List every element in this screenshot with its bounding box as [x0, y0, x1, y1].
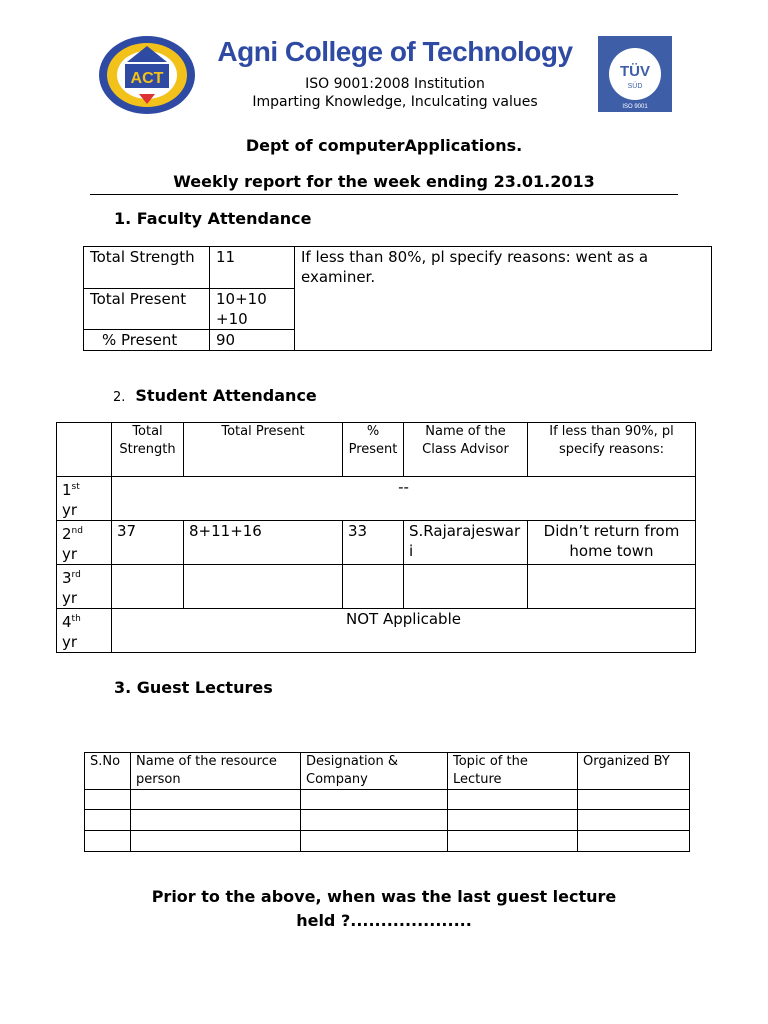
iso-certification: ISO 9001:2008 Institution — [305, 76, 485, 92]
total-present-value: 10+10 +10 — [210, 289, 295, 330]
year-cell: 1st yr — [57, 477, 112, 521]
college-name: Agni College of Technology — [217, 36, 573, 67]
row-2nd-advisor: S.Rajarajeswari — [404, 521, 528, 565]
row-4th-merged: NOT Applicable — [112, 609, 696, 653]
prior-guest-lecture-question — [0, 885, 768, 933]
college-logo-text: ACT — [130, 70, 164, 87]
row-1st-merged: -- — [112, 477, 696, 521]
student-heading-text: Student Attendance — [135, 386, 317, 405]
guest-table — [84, 752, 690, 852]
year-cell: 2nd yr — [57, 521, 112, 565]
title-divider — [90, 194, 678, 195]
total-present-label: Total Present — [84, 289, 210, 330]
row-2nd-total: 37 — [112, 521, 184, 565]
header-total-present: Total Present — [184, 423, 343, 477]
header-class-advisor: Name of the Class Advisor — [404, 423, 528, 477]
table-row — [85, 831, 690, 852]
tuv-logo — [598, 36, 672, 112]
row-3rd-advisor — [404, 565, 528, 609]
student-table — [56, 422, 696, 653]
tuv-logo-sub: SÜD — [627, 83, 643, 90]
faculty-heading: 1. Faculty Attendance — [114, 209, 312, 228]
college-logo — [97, 34, 197, 116]
guest-header-designation: Designation & Company — [301, 753, 448, 790]
student-heading — [113, 386, 317, 405]
tuv-logo-text: TÜV — [620, 63, 650, 80]
year-cell: 4th yr — [57, 609, 112, 653]
total-strength-value: 11 — [210, 247, 295, 289]
faculty-reason: If less than 80%, pl specify reasons: went as a examiner. — [295, 247, 712, 351]
header-percent-present: % Present — [343, 423, 404, 477]
week-title: Weekly report for the week ending 23.01.2013 — [173, 172, 595, 191]
guest-header-organized: Organized BY — [578, 753, 690, 790]
row-2nd-percent: 33 — [343, 521, 404, 565]
table-row — [85, 810, 690, 831]
prior-line-2: held ?.................... — [296, 911, 472, 930]
guest-header-sno: S.No — [85, 753, 131, 790]
guest-header-name: Name of the resource person — [131, 753, 301, 790]
row-3rd-percent — [343, 565, 404, 609]
table-row — [85, 790, 690, 810]
percent-present-value: 90 — [210, 330, 295, 351]
dept-title: Dept of computerApplications. — [245, 136, 523, 155]
tuv-logo-iso: ISO 9001 — [622, 104, 648, 110]
header-reason: If less than 90%, pl specify reasons: — [528, 423, 696, 477]
year-cell: 3rd yr — [57, 565, 112, 609]
row-3rd-total — [112, 565, 184, 609]
prior-line-1: Prior to the above, when was the last guest lecture — [151, 887, 617, 906]
row-3rd-present — [184, 565, 343, 609]
header-total-strength: Total Strength — [112, 423, 184, 477]
row-3rd-reason — [528, 565, 696, 609]
faculty-table — [83, 246, 712, 351]
year-header — [57, 423, 112, 477]
guest-heading: 3. Guest Lectures — [114, 678, 273, 697]
total-strength-label: Total Strength — [84, 247, 210, 289]
student-heading-num: 2. — [113, 390, 126, 405]
college-motto: Imparting Knowledge, Inculcating values — [252, 94, 538, 110]
row-2nd-present: 8+11+16 — [184, 521, 343, 565]
guest-header-topic: Topic of the Lecture — [448, 753, 578, 790]
row-2nd-reason: Didn’t return from home town — [528, 521, 696, 565]
percent-present-label: % Present — [84, 330, 210, 351]
